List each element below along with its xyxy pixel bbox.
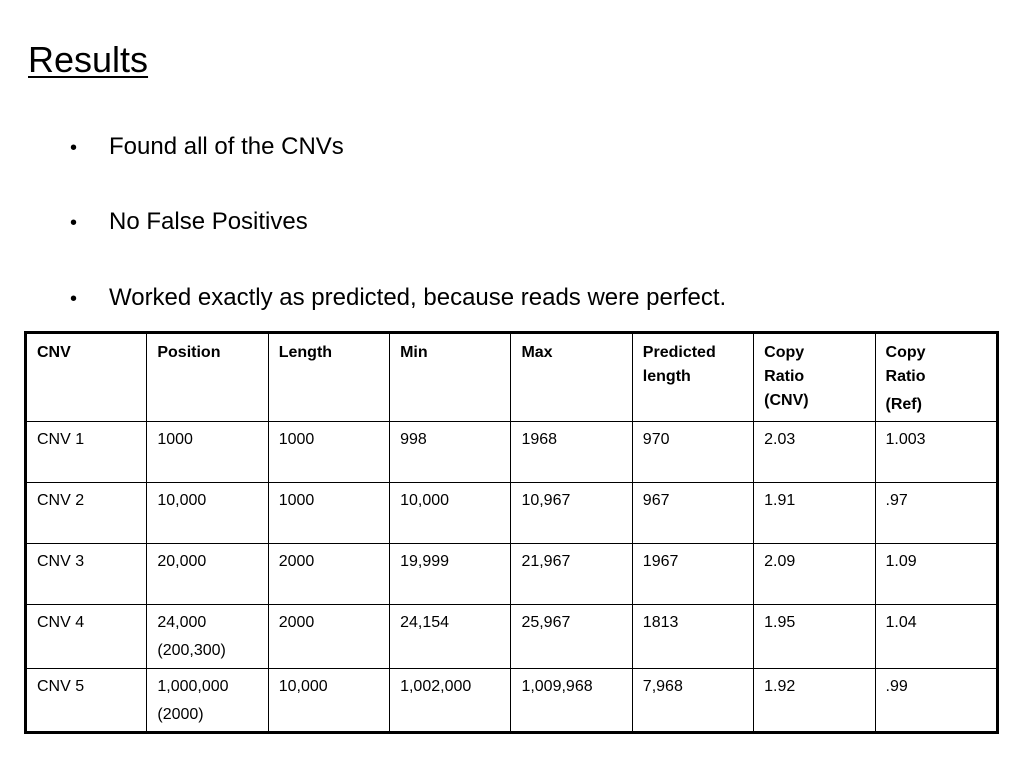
- bullet-item: [70, 283, 726, 314]
- bullet-text: No False Positives: [109, 208, 308, 235]
- header-copy-ratio-cnv: Copy Ratio (CNV): [754, 333, 875, 422]
- table-row: [26, 544, 998, 605]
- cell-copy-ratio-ref: .97: [875, 483, 997, 544]
- cell-copy-ratio-cnv: 1.95: [754, 605, 875, 669]
- cell-max: 21,967: [511, 544, 632, 605]
- cell-predicted-length: 1967: [632, 544, 753, 605]
- cell-min: 10,000: [390, 483, 511, 544]
- header-position: Position: [147, 333, 268, 422]
- table-row: [26, 483, 998, 544]
- header-cnv: CNV: [26, 333, 147, 422]
- cell-max: 1968: [511, 422, 632, 483]
- cell-cnv: CNV 5: [26, 669, 147, 733]
- cell-min: 19,999: [390, 544, 511, 605]
- table-row: [26, 605, 998, 669]
- cell-cnv: CNV 2: [26, 483, 147, 544]
- results-table: [24, 331, 999, 734]
- table-header-row: [26, 333, 998, 422]
- cell-predicted-length: 7,968: [632, 669, 753, 733]
- cell-copy-ratio-ref: 1.04: [875, 605, 997, 669]
- cell-predicted-length: 967: [632, 483, 753, 544]
- cell-copy-ratio-cnv: 1.91: [754, 483, 875, 544]
- bullet-text: Found all of the CNVs: [109, 133, 344, 160]
- cell-max: 1,009,968: [511, 669, 632, 733]
- slide-title: Results: [28, 39, 149, 80]
- cell-max: 10,967: [511, 483, 632, 544]
- cell-copy-ratio-cnv: 1.92: [754, 669, 875, 733]
- cell-min: 24,154: [390, 605, 511, 669]
- cell-predicted-length: 1813: [632, 605, 753, 669]
- bullet-text: Worked exactly as predicted, because reads were perfect.: [109, 284, 727, 311]
- cell-cnv: CNV 3: [26, 544, 147, 605]
- cell-cnv: CNV 1: [26, 422, 147, 483]
- cell-length: 1000: [268, 422, 389, 483]
- cell-position: 10,000: [147, 483, 268, 544]
- cell-length: 2000: [268, 605, 389, 669]
- cell-position: 1000: [147, 422, 268, 483]
- cell-length: 10,000: [268, 669, 389, 733]
- cell-copy-ratio-cnv: 2.09: [754, 544, 875, 605]
- table-row: [26, 422, 998, 483]
- cell-position: 1,000,000 (2000): [147, 669, 268, 733]
- cell-position: 20,000: [147, 544, 268, 605]
- cell-min: 1,002,000: [390, 669, 511, 733]
- bullet-dot-icon: •: [70, 212, 78, 234]
- cell-copy-ratio-cnv: 2.03: [754, 422, 875, 483]
- header-min: Min: [390, 333, 511, 422]
- bullet-dot-icon: •: [70, 137, 78, 159]
- bullet-dot-icon: •: [70, 288, 78, 310]
- header-copy-ratio-ref: Copy Ratio (Ref): [875, 333, 997, 422]
- bullet-item: [70, 207, 308, 238]
- table-row: [26, 669, 998, 733]
- cell-length: 1000: [268, 483, 389, 544]
- cell-position: 24,000 (200,300): [147, 605, 268, 669]
- cell-length: 2000: [268, 544, 389, 605]
- cell-max: 25,967: [511, 605, 632, 669]
- cell-copy-ratio-ref: 1.09: [875, 544, 997, 605]
- cell-copy-ratio-ref: .99: [875, 669, 997, 733]
- header-predicted-length: Predicted length: [632, 333, 753, 422]
- header-max: Max: [511, 333, 632, 422]
- cell-min: 998: [390, 422, 511, 483]
- header-length: Length: [268, 333, 389, 422]
- cell-predicted-length: 970: [632, 422, 753, 483]
- cell-cnv: CNV 4: [26, 605, 147, 669]
- bullet-item: [70, 132, 344, 163]
- cell-copy-ratio-ref: 1.003: [875, 422, 997, 483]
